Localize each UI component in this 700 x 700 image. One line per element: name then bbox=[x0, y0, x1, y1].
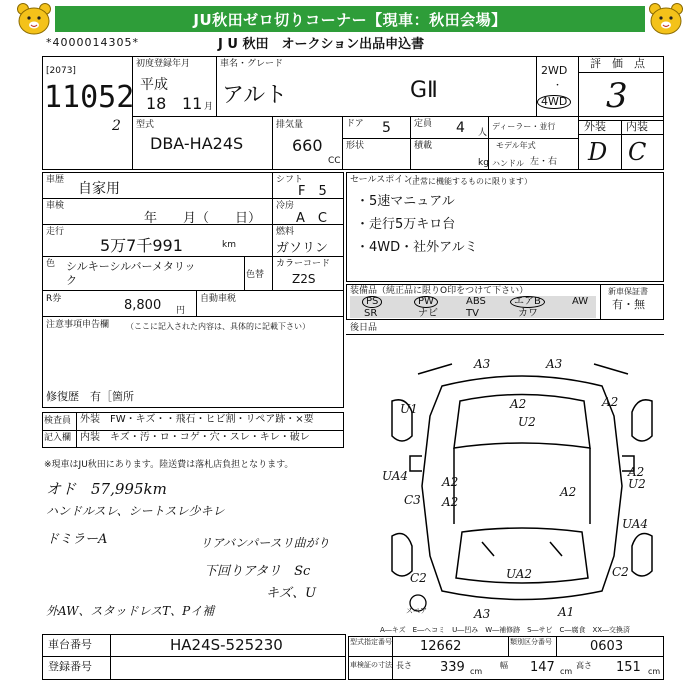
width-unit: cm bbox=[560, 667, 573, 676]
class-label: 類別区分番号 bbox=[510, 638, 552, 646]
color-value-line1: シルキーシルバーメタリッ bbox=[66, 260, 196, 273]
type-cert-value: 12662 bbox=[420, 639, 462, 654]
tax-label: 自動車税 bbox=[200, 294, 237, 304]
frame-number-label: 車台番号 bbox=[48, 638, 92, 651]
mileage-unit: km bbox=[222, 240, 236, 250]
damage-mark: A2 bbox=[560, 485, 577, 499]
recycle-label: R券 bbox=[46, 294, 62, 304]
sales-points-hint: （正常に機能するものに限ります） bbox=[404, 177, 532, 186]
color-label: 色 bbox=[46, 259, 56, 269]
color-code: Z2S bbox=[292, 272, 316, 286]
new-warranty-value: 有・無 bbox=[612, 298, 645, 311]
damage-mark: UA2 bbox=[506, 567, 533, 581]
first-reg-label: 初度登録年月 bbox=[136, 59, 191, 69]
hand-note-3: リアバンパースリ曲がり bbox=[200, 536, 330, 550]
damage-mark: A2 bbox=[442, 495, 459, 509]
type-value: DBA-HA24S bbox=[150, 134, 244, 153]
interior-grade: C bbox=[628, 138, 647, 166]
damage-mark: C3 bbox=[404, 493, 421, 507]
sales-points-label: セールスポイント bbox=[350, 175, 422, 185]
usage-label: 車歴 bbox=[46, 175, 65, 185]
width-label: 幅 bbox=[500, 661, 508, 670]
capacity-unit: 人 bbox=[478, 128, 488, 138]
damage-mark: C2 bbox=[612, 565, 629, 579]
hand-odo: オド 57,995km bbox=[46, 480, 167, 498]
registration-label: 登録番号 bbox=[48, 660, 92, 673]
equip-abs: ABS bbox=[466, 296, 486, 307]
model-grade: GⅡ bbox=[410, 78, 438, 103]
checks-exterior: 外装 FW・キズ・・飛石・ヒビ割・リペア跡・×要 bbox=[80, 414, 314, 425]
width-value: 147 bbox=[530, 660, 555, 675]
handle-label: ハンドル bbox=[492, 159, 524, 168]
stamp-number: *4000014305* bbox=[46, 36, 139, 49]
hand-note-2: ドミラーA bbox=[46, 532, 108, 547]
notes-hint: （ここに記入された内容は、具体的に記載下さい） bbox=[126, 322, 310, 331]
spare-label: スペア bbox=[406, 607, 427, 615]
score-value: 3 bbox=[606, 76, 628, 116]
lot-mark: 2 bbox=[112, 118, 121, 134]
mascot-icon bbox=[648, 2, 684, 36]
exterior-label: 外装 bbox=[584, 120, 606, 133]
mileage-label: 走行 bbox=[46, 227, 65, 237]
checks-interior: 内装 キズ・汚・ロ・コゲ・穴・スレ・キレ・破レ bbox=[80, 432, 310, 443]
hand-note-4: 下回りアタリ Sc bbox=[204, 564, 311, 579]
equipment-label: 装備品（純正品に限りO印をつけて下さい） bbox=[350, 286, 529, 296]
equip-navi: ナビ bbox=[418, 308, 438, 319]
car-damage-diagram bbox=[382, 356, 664, 618]
damage-mark: U2 bbox=[518, 415, 536, 429]
header-title: J U 秋田 オークション出品申込書 bbox=[218, 37, 425, 52]
color-swap-label: 色替 bbox=[246, 270, 265, 280]
damage-mark: A2 bbox=[628, 465, 645, 479]
length-unit: cm bbox=[470, 667, 483, 676]
usage-value: 自家用 bbox=[78, 181, 120, 197]
first-reg-year: 18 bbox=[146, 94, 167, 113]
top-block bbox=[42, 56, 664, 170]
color-code-label: カラーコード bbox=[276, 259, 331, 269]
lot-number: 11052 bbox=[44, 80, 135, 115]
checks-label-1: 検査員 bbox=[44, 416, 72, 426]
equip-leather: カワ bbox=[518, 308, 538, 319]
sales-point-3: ・4WD・社外アルミ bbox=[356, 240, 478, 255]
shape-label: 形状 bbox=[346, 141, 365, 151]
height-label: 高さ bbox=[576, 661, 592, 670]
load-unit: kg bbox=[478, 158, 489, 168]
aircon-label: 冷房 bbox=[276, 201, 295, 211]
mascot-icon bbox=[16, 2, 52, 36]
aircon-value: A C bbox=[296, 211, 327, 226]
model-name-label: 車名・グレード bbox=[220, 59, 284, 69]
length-value: 339 bbox=[440, 660, 465, 675]
equip-pw: PW bbox=[414, 296, 438, 308]
damage-mark: UA4 bbox=[382, 469, 409, 483]
first-reg-month: 11 bbox=[182, 94, 203, 113]
damage-legend: A―キズ E―ヘコミ U―凹み W―補修跡 S―サビ C―腐食 XX―交換済 bbox=[380, 626, 631, 634]
score-label: 評 価 点 bbox=[590, 57, 645, 70]
size-label: 車検証の寸法 bbox=[350, 661, 392, 669]
dealer-label: ディーラー・並行 bbox=[492, 122, 556, 131]
damage-mark: A3 bbox=[474, 357, 491, 371]
equip-aw: AW bbox=[572, 296, 589, 307]
banner-title: JU秋田ゼロ切りコーナー【現車：秋田会場】 bbox=[55, 6, 645, 32]
repair-history: 修復歴 有［箇所 bbox=[46, 390, 134, 403]
handle-value: 左・右 bbox=[530, 157, 558, 167]
displacement-unit: CC bbox=[328, 156, 341, 166]
first-reg-month-unit: 月 bbox=[204, 102, 214, 112]
capacity-value: 4 bbox=[456, 120, 465, 136]
model-name: アルト bbox=[222, 83, 288, 108]
shift-value: F 5 bbox=[298, 184, 327, 199]
rear-label: 後日品 bbox=[350, 323, 378, 333]
recycle-value: 8,800 bbox=[124, 298, 162, 313]
capacity-label: 定員 bbox=[414, 119, 433, 129]
equip-ps: PS bbox=[362, 296, 382, 308]
first-reg-era: 平成 bbox=[140, 77, 168, 93]
sales-point-1: ・5速マニュアル bbox=[356, 194, 455, 209]
damage-mark: U1 bbox=[400, 402, 418, 416]
hand-note-6: 外AW、スタッドレスT、Pイ補 bbox=[46, 604, 215, 618]
inspection-value: 年 月（ 日） bbox=[144, 211, 262, 226]
doors-value: 5 bbox=[382, 120, 391, 136]
type-cert-label: 型式指定番号 bbox=[350, 638, 392, 646]
height-unit: cm bbox=[648, 667, 661, 676]
sales-point-2: ・走行5万キロ台 bbox=[356, 217, 456, 232]
damage-mark: A2 bbox=[442, 475, 459, 489]
load-label: 積載 bbox=[414, 141, 433, 151]
mileage-value: 5万7千991 bbox=[100, 236, 183, 255]
shift-label: シフト bbox=[276, 175, 304, 185]
damage-mark: A3 bbox=[474, 607, 491, 618]
exterior-grade: D bbox=[588, 138, 608, 166]
new-warranty-label: 新車保証書 bbox=[608, 287, 648, 296]
doors-label: ドア bbox=[346, 119, 364, 129]
frame-number: HA24S-525230 bbox=[170, 636, 283, 654]
damage-mark: C2 bbox=[410, 571, 427, 585]
location-notice: ※現車はJU秋田にあります。陸送費は落札店負担となります。 bbox=[44, 460, 294, 470]
fuel-label: 燃料 bbox=[276, 227, 295, 237]
equip-sr: SR bbox=[364, 308, 378, 319]
checks-label-2: 記入欄 bbox=[44, 433, 72, 443]
recycle-unit: 円 bbox=[176, 306, 186, 316]
class-value: 0603 bbox=[590, 639, 624, 654]
equip-airbag: エアB bbox=[510, 296, 545, 308]
length-label: 長さ bbox=[396, 661, 412, 670]
displacement-label: 排気量 bbox=[276, 120, 304, 130]
inspection-label: 車検 bbox=[46, 201, 65, 211]
lot-code: [2073] bbox=[46, 66, 76, 76]
damage-mark: A2 bbox=[510, 397, 527, 411]
interior-label: 内装 bbox=[626, 120, 648, 133]
damage-mark: A3 bbox=[546, 357, 563, 371]
height-value: 151 bbox=[616, 660, 641, 675]
displacement-value: 660 bbox=[292, 136, 323, 155]
drive-4wd: 4WD bbox=[537, 95, 571, 109]
hand-note-1: ハンドルスレ、シートスレ少キレ bbox=[46, 504, 225, 518]
damage-mark: A2 bbox=[602, 395, 619, 409]
color-value-line2: ク bbox=[66, 274, 77, 287]
damage-mark: A1 bbox=[558, 605, 575, 618]
equip-tv: TV bbox=[466, 308, 479, 319]
damage-mark: UA4 bbox=[622, 517, 649, 531]
type-label: 型式 bbox=[136, 120, 155, 130]
drive-2wd: 2WD bbox=[541, 64, 568, 77]
hand-note-5: キズ、U bbox=[266, 586, 317, 601]
damage-mark: U2 bbox=[628, 477, 646, 491]
notes-label: 注意事項申告欄 bbox=[46, 320, 110, 330]
model-year-label: モデル年式 bbox=[496, 141, 536, 150]
fuel-value: ガソリン bbox=[276, 241, 329, 256]
